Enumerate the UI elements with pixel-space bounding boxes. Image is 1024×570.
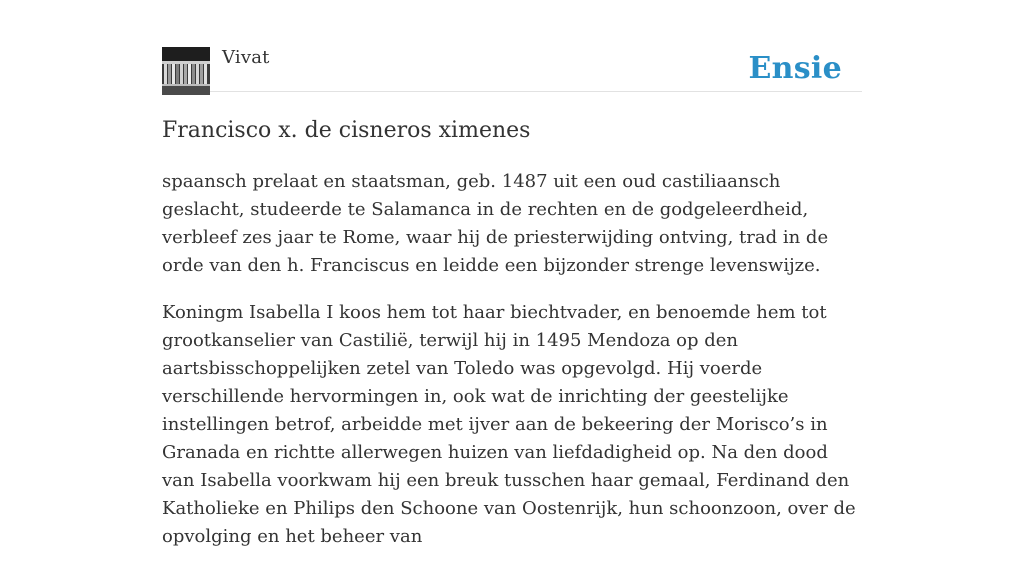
- brand-logo[interactable]: Ensie: [748, 51, 842, 86]
- article-body: [162, 168, 862, 570]
- article-header: [162, 0, 862, 92]
- page-title: Francisco x. de cisneros ximenes: [162, 118, 531, 143]
- source-avatar[interactable]: [162, 47, 210, 95]
- article-paragraph: Koningm Isabella I koos hem tot haar biechtvader, en benoemde hem tot grootkanselier van Castilië, terwijl hij in 1495 Mendoza op den aartsbisschoppelijken zetel van Toledo was opgevolgd. Hij voerde verschillende hervormingen in, ook wat de inrichting der geestelijke instellingen betrof, arbeidde met ijver aan de bekeering der Morisco’s in Granada en richtte allerwegen huizen van liefdadigheid op. Na den dood van Isabella voorkwam hij een breuk tusschen haar gemaal, Ferdinand den Katholieke en Philips den Schoone van Oostenrijk, hun schoonzoon, over de opvolging en het beheer van: [162, 302, 856, 547]
- source-name[interactable]: Vivat: [222, 47, 270, 68]
- article-page: [162, 0, 862, 547]
- book-spines-icon: [162, 47, 210, 95]
- article-paragraph: spaansch prelaat en staatsman, geb. 1487 uit een oud castiliaansch geslacht, studeerde te Salamanca in de rechten en de godgeleerdheid, verbleef zes jaar te Rome, waar hij de priesterwijding ontving, trad in de orde van den h. Franciscus en leidde een bijzonder strenge levenswijze.: [162, 171, 829, 276]
